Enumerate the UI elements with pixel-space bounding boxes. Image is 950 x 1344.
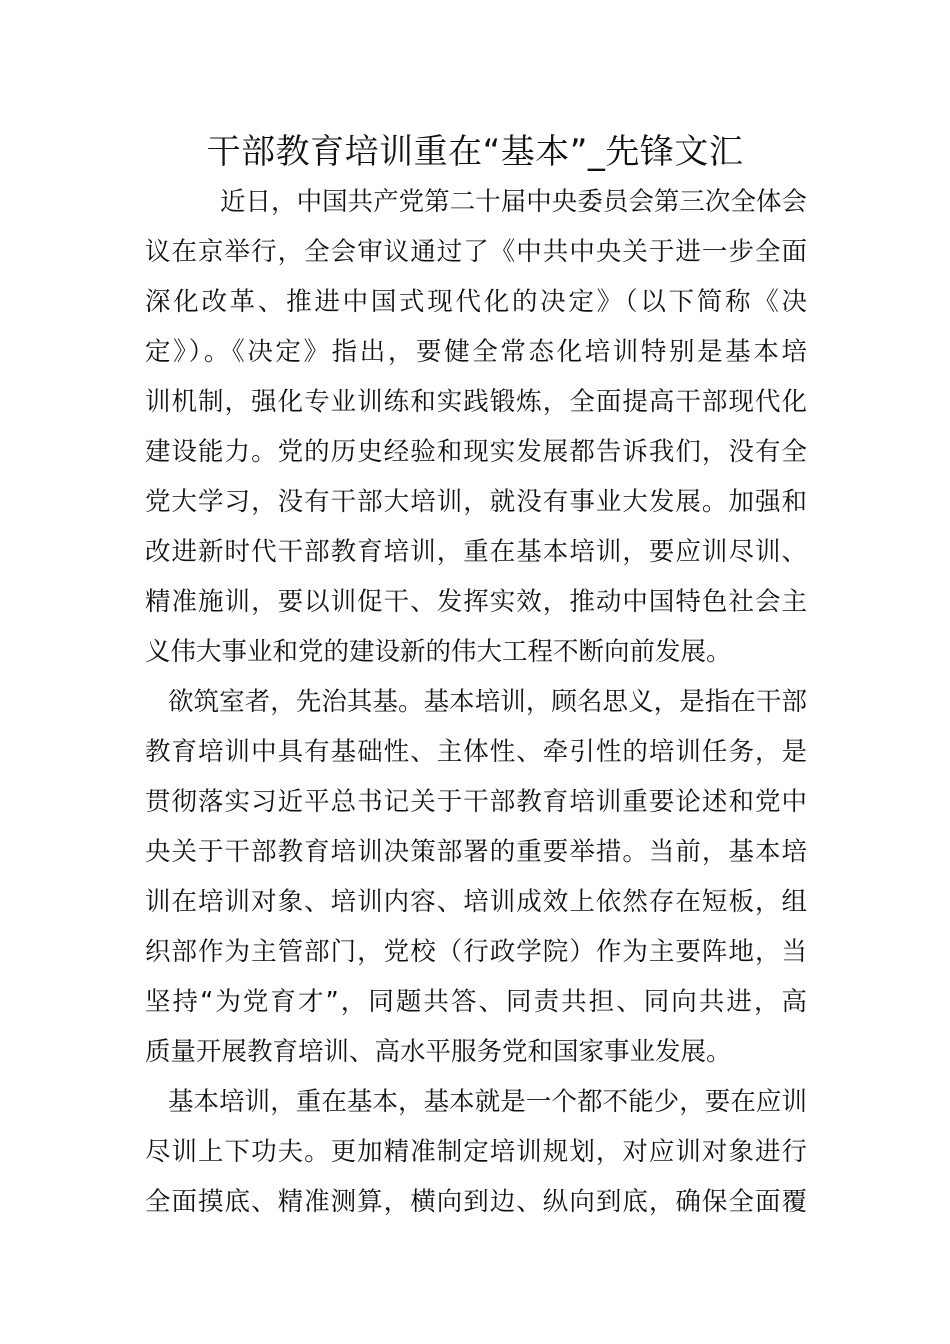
paragraph-line: 议在京举行，全会审议通过了《中共中央关于进一步全面 (145, 237, 807, 267)
paragraph-3 (145, 1077, 807, 1227)
paragraph-1 (145, 177, 807, 677)
paragraph-line: 深化改革、推进中国式现代化的决定》（以下简称《决 (145, 287, 807, 317)
paragraph-line: 训在培训对象、培训内容、培训成效上依然存在短板，组 (145, 887, 807, 917)
paragraph-line: 改进新时代干部教育培训，重在基本培训，要应训尽训、 (145, 537, 807, 567)
paragraph-line: 欲筑室者，先治其基。基本培训，顾名思义，是指在干部 (168, 687, 807, 717)
paragraph-line: 织部作为主管部门，党校（行政学院）作为主要阵地，当 (145, 937, 807, 967)
paragraph-line: 尽训上下功夫。更加精准制定培训规划，对应训对象进行 (145, 1137, 807, 1167)
paragraph-line: 训机制，强化专业训练和实践锻炼，全面提高干部现代化 (145, 387, 807, 417)
paragraph-line: 质量开展教育培训、高水平服务党和国家事业发展。 (145, 1037, 732, 1067)
paragraph-line: 精准施训，要以训促干、发挥实效，推动中国特色社会主 (145, 587, 807, 617)
paragraph-2 (145, 677, 807, 1077)
paragraph-line: 党大学习，没有干部大培训，就没有事业大发展。加强和 (145, 487, 807, 517)
paragraph-line: 义伟大事业和党的建设新的伟大工程不断向前发展。 (145, 637, 732, 667)
document-body (145, 177, 807, 1227)
paragraph-line: 贯彻落实习近平总书记关于干部教育培训重要论述和党中 (145, 787, 807, 817)
paragraph-line: 建设能力。党的历史经验和现实发展都告诉我们，没有全 (145, 437, 807, 467)
document-title: 干部教育培训重在“基本”_先锋文汇 (206, 132, 744, 172)
paragraph-line: 坚持“为党育才”，同题共答、同责共担、同向共进，高 (145, 987, 807, 1017)
paragraph-line: 教育培训中具有基础性、主体性、牵引性的培训任务，是 (145, 737, 807, 767)
paragraph-line: 定》）。《决定》指出，要健全常态化培训特别是基本培 (145, 337, 807, 367)
paragraph-line: 全面摸底、精准测算，横向到边、纵向到底，确保全面覆 (145, 1187, 807, 1217)
paragraph-line: 央关于干部教育培训决策部署的重要举措。当前，基本培 (145, 837, 807, 867)
paragraph-line: 基本培训，重在基本，基本就是一个都不能少，要在应训 (168, 1087, 807, 1117)
paragraph-line: 近日，中国共产党第二十届中央委员会第三次全体会 (220, 187, 807, 217)
